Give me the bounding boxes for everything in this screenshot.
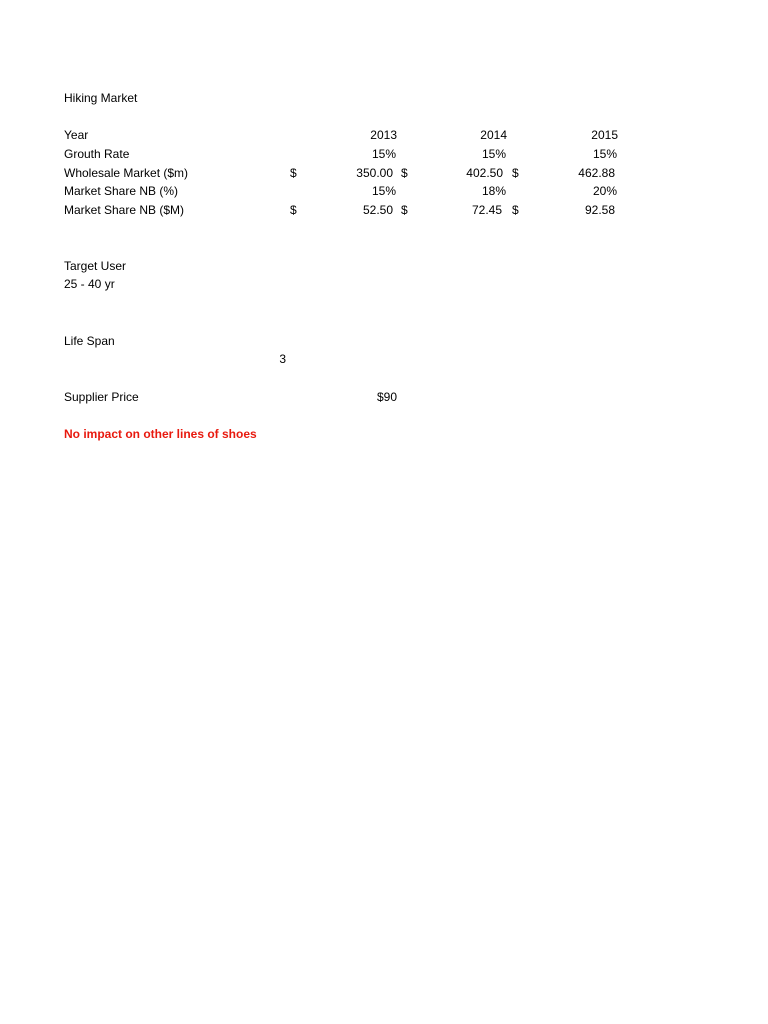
target-user-label: Target User: [64, 259, 127, 273]
sheet-title: Hiking Market: [64, 91, 138, 105]
market-share-pct-2015: 20%: [592, 184, 617, 198]
row-label-market-share-pct: Market Share NB (%): [64, 184, 179, 198]
currency-symbol: $: [290, 203, 297, 217]
currency-symbol: $: [512, 166, 519, 180]
year-header-2014: 2014: [480, 128, 507, 142]
currency-symbol: $: [401, 166, 408, 180]
row-label-growth-rate: Grouth Rate: [64, 147, 130, 161]
market-share-pct-2014: 18%: [481, 184, 506, 198]
row-label-wholesale-market: Wholesale Market ($m): [64, 166, 189, 180]
target-user-value: 25 - 40 yr: [64, 277, 115, 291]
life-span-label: Life Span: [64, 334, 115, 348]
currency-symbol: $: [290, 166, 297, 180]
growth-rate-2015: 15%: [592, 147, 617, 161]
growth-rate-2013: 15%: [371, 147, 396, 161]
wholesale-market-2013: 350.00: [356, 166, 393, 180]
life-span-value: 3: [279, 352, 286, 366]
market-share-usd-2013: 52.50: [362, 203, 393, 217]
wholesale-market-2015: 462.88: [578, 166, 615, 180]
row-label-market-share-usd: Market Share NB ($M): [64, 203, 185, 217]
wholesale-market-2014: 402.50: [466, 166, 503, 180]
market-share-usd-2014: 72.45: [471, 203, 502, 217]
supplier-price-value: $90: [376, 390, 397, 404]
market-share-pct-2013: 15%: [371, 184, 396, 198]
growth-rate-2014: 15%: [481, 147, 506, 161]
currency-symbol: $: [512, 203, 519, 217]
year-header-2015: 2015: [591, 128, 618, 142]
year-header-2013: 2013: [370, 128, 397, 142]
year-header-label: Year: [64, 128, 89, 142]
supplier-price-label: Supplier Price: [64, 390, 139, 404]
currency-symbol: $: [401, 203, 408, 217]
impact-note: No impact on other lines of shoes: [64, 427, 257, 441]
market-share-usd-2015: 92.58: [584, 203, 615, 217]
